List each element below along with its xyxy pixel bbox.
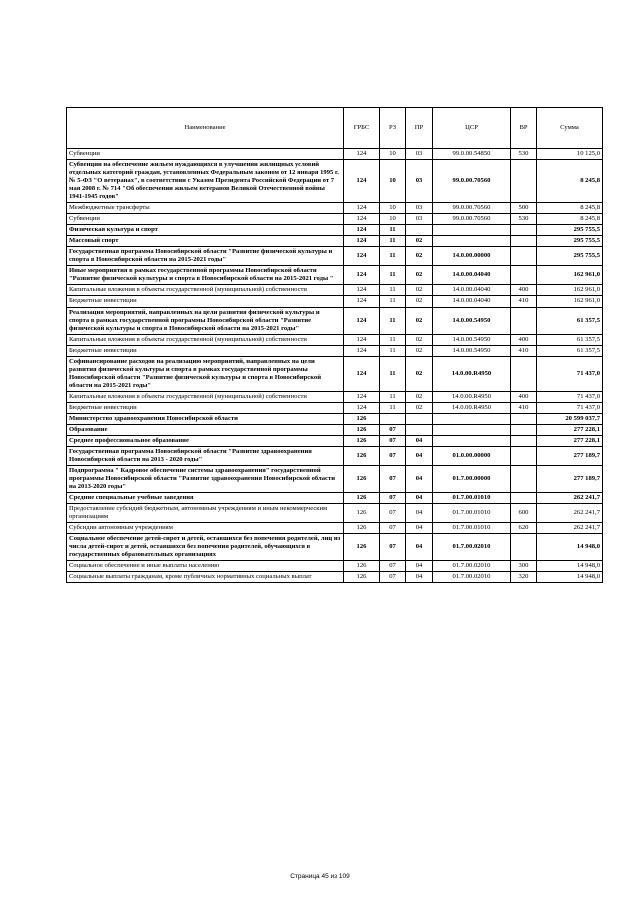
- cell-grbs: 124: [344, 402, 380, 413]
- cell-rz: [380, 413, 406, 424]
- cell-rz: 11: [380, 285, 406, 296]
- cell-name: Средние специальные учебные заведения: [67, 493, 344, 504]
- cell-pr: 02: [406, 296, 433, 307]
- cell-csr: 14.0.00.R4950: [433, 402, 511, 413]
- cell-grbs: 126: [344, 561, 380, 572]
- cell-pr: 04: [406, 534, 433, 561]
- cell-sum: 61 357,5: [537, 334, 603, 345]
- cell-csr: 01.7.00.01010: [433, 523, 511, 534]
- cell-rz: 07: [380, 504, 406, 523]
- cell-csr: [433, 424, 511, 435]
- cell-rz: 10: [380, 214, 406, 225]
- cell-rz: 11: [380, 247, 406, 266]
- cell-vr: [511, 160, 537, 203]
- table-row: [67, 572, 603, 583]
- cell-pr: 03: [406, 160, 433, 203]
- cell-csr: 01.0.00.00000: [433, 446, 511, 465]
- cell-rz: 07: [380, 523, 406, 534]
- cell-csr: 14.0.00.R4950: [433, 391, 511, 402]
- cell-sum: 8 245,8: [537, 214, 603, 225]
- cell-pr: 02: [406, 356, 433, 391]
- cell-name: Реализация мероприятий, направленных на цели развития физической культуры и спорта в рамках государственной программы Новосибирской области "Развитие физической культуры и спорта в Новосибирской области на 2015-2021 годы": [67, 307, 344, 334]
- header-name: Наименование: [67, 108, 344, 149]
- cell-vr: 620: [511, 523, 537, 534]
- cell-vr: 400: [511, 285, 537, 296]
- cell-pr: 03: [406, 149, 433, 160]
- cell-grbs: 124: [344, 356, 380, 391]
- cell-sum: 14 948,0: [537, 534, 603, 561]
- cell-pr: 03: [406, 214, 433, 225]
- table-row: [67, 334, 603, 345]
- table-row: [67, 504, 603, 523]
- cell-pr: [406, 225, 433, 236]
- cell-csr: [433, 435, 511, 446]
- cell-vr: 410: [511, 402, 537, 413]
- cell-pr: 03: [406, 203, 433, 214]
- table-row: [67, 356, 603, 391]
- cell-grbs: 124: [344, 247, 380, 266]
- cell-rz: 07: [380, 435, 406, 446]
- cell-sum: 61 357,5: [537, 307, 603, 334]
- cell-vr: 410: [511, 345, 537, 356]
- cell-sum: 71 437,0: [537, 402, 603, 413]
- cell-grbs: 124: [344, 266, 380, 285]
- cell-vr: [511, 266, 537, 285]
- cell-rz: 07: [380, 466, 406, 493]
- cell-grbs: 124: [344, 214, 380, 225]
- cell-name: Субвенции на обеспечение жильем нуждающихся в улучшении жилищных условий отдельных категорий граждан, установленных Федеральным законом от 12 января 1995 г. № 5-ФЗ "О ветеранах", в соответствии с Указом Президента Российской Федерации от 7 мая 2008 г. № 714 "Об обеспечении жильем ветеранов Великой Отечественной войны 1941-1945 годов": [67, 160, 344, 203]
- cell-rz: 11: [380, 296, 406, 307]
- cell-sum: 61 357,5: [537, 345, 603, 356]
- cell-csr: 01.7.00.01010: [433, 493, 511, 504]
- cell-pr: 02: [406, 236, 433, 247]
- cell-pr: [406, 424, 433, 435]
- cell-csr: 14.0.00.R4950: [433, 356, 511, 391]
- table-row: [67, 160, 603, 203]
- header-vr: ВР: [511, 108, 537, 149]
- cell-vr: [511, 446, 537, 465]
- cell-grbs: 124: [344, 225, 380, 236]
- cell-vr: 600: [511, 504, 537, 523]
- table-row: [67, 266, 603, 285]
- cell-grbs: 126: [344, 435, 380, 446]
- cell-rz: 11: [380, 334, 406, 345]
- cell-pr: 02: [406, 345, 433, 356]
- page-number: Страница 45 из 109: [290, 873, 350, 880]
- cell-vr: 410: [511, 296, 537, 307]
- cell-csr: 14.0.00.54950: [433, 345, 511, 356]
- table-row: [67, 247, 603, 266]
- cell-vr: [511, 307, 537, 334]
- cell-vr: 400: [511, 391, 537, 402]
- cell-pr: 04: [406, 466, 433, 493]
- cell-pr: 02: [406, 391, 433, 402]
- cell-vr: 320: [511, 572, 537, 583]
- cell-vr: [511, 236, 537, 247]
- cell-name: Физическая культура и спорт: [67, 225, 344, 236]
- cell-name: Массовый спорт: [67, 236, 344, 247]
- cell-vr: [511, 247, 537, 266]
- cell-name: Субсидии автономным учреждениям: [67, 523, 344, 534]
- table-row: [67, 435, 603, 446]
- cell-name: Государственная программа Новосибирской области "Развитие здравоохранения Новосибирской области на 2013 - 2020 годы": [67, 446, 344, 465]
- cell-sum: 20 599 037,7: [537, 413, 603, 424]
- cell-csr: 01.7.00.02010: [433, 572, 511, 583]
- cell-csr: [433, 413, 511, 424]
- cell-vr: 530: [511, 214, 537, 225]
- cell-rz: 11: [380, 345, 406, 356]
- cell-grbs: 124: [344, 307, 380, 334]
- table-row: [67, 149, 603, 160]
- table-row: [67, 285, 603, 296]
- budget-table: [66, 107, 603, 583]
- table-row: [67, 296, 603, 307]
- table-row: [67, 345, 603, 356]
- cell-sum: 277 228,1: [537, 435, 603, 446]
- header-rz: РЗ: [380, 108, 406, 149]
- cell-sum: 262 241,7: [537, 504, 603, 523]
- table-row: [67, 225, 603, 236]
- cell-vr: [511, 493, 537, 504]
- cell-name: Министерство здравоохранения Новосибирской области: [67, 413, 344, 424]
- cell-vr: [511, 225, 537, 236]
- cell-rz: 07: [380, 493, 406, 504]
- table-row: [67, 424, 603, 435]
- cell-grbs: 126: [344, 466, 380, 493]
- cell-sum: 262 241,7: [537, 523, 603, 534]
- cell-sum: 277 228,1: [537, 424, 603, 435]
- cell-sum: 162 961,0: [537, 285, 603, 296]
- cell-rz: 07: [380, 534, 406, 561]
- table-row: [67, 391, 603, 402]
- cell-vr: [511, 435, 537, 446]
- table-row: [67, 446, 603, 465]
- cell-pr: 02: [406, 285, 433, 296]
- cell-sum: 71 437,0: [537, 356, 603, 391]
- cell-name: Софинансирование расходов на реализацию мероприятий, направленных на цели развития физической культуры и спорта в рамках государственной программы Новосибирской области "Развитие физической культуры и спорта в Новосибирской области на 2015-2021 годы": [67, 356, 344, 391]
- cell-vr: [511, 356, 537, 391]
- cell-rz: 07: [380, 572, 406, 583]
- cell-grbs: 126: [344, 446, 380, 465]
- cell-name: Субвенции: [67, 214, 344, 225]
- table-row: [67, 402, 603, 413]
- cell-sum: 295 755,5: [537, 236, 603, 247]
- cell-vr: 530: [511, 149, 537, 160]
- cell-name: Капитальные вложения в объекты государственной (муниципальной) собственности: [67, 391, 344, 402]
- cell-csr: 01.7.00.02010: [433, 561, 511, 572]
- cell-name: Бюджетные инвестиции: [67, 345, 344, 356]
- cell-name: Капитальные вложения в объекты государственной (муниципальной) собственности: [67, 334, 344, 345]
- cell-sum: 14 948,0: [537, 561, 603, 572]
- table-row: [67, 203, 603, 214]
- table-row: [67, 466, 603, 493]
- cell-rz: 10: [380, 149, 406, 160]
- cell-csr: 01.7.00.01010: [433, 504, 511, 523]
- cell-vr: [511, 413, 537, 424]
- cell-csr: 14.0.00.04040: [433, 296, 511, 307]
- cell-grbs: 126: [344, 534, 380, 561]
- cell-rz: 11: [380, 225, 406, 236]
- table-row: [67, 523, 603, 534]
- cell-name: Бюджетные инвестиции: [67, 296, 344, 307]
- cell-csr: 14.0.00.00000: [433, 247, 511, 266]
- cell-pr: 04: [406, 572, 433, 583]
- cell-rz: 11: [380, 236, 406, 247]
- cell-sum: 295 755,5: [537, 247, 603, 266]
- cell-vr: [511, 534, 537, 561]
- cell-name: Социальные выплаты гражданам, кроме публичных нормативных социальных выплат: [67, 572, 344, 583]
- cell-pr: 02: [406, 247, 433, 266]
- cell-pr: 02: [406, 307, 433, 334]
- cell-pr: [406, 413, 433, 424]
- cell-sum: 10 125,0: [537, 149, 603, 160]
- cell-pr: 04: [406, 523, 433, 534]
- cell-csr: 99.0.00.70560: [433, 214, 511, 225]
- cell-name: Капитальные вложения в объекты государственной (муниципальной) собственности: [67, 285, 344, 296]
- cell-vr: 400: [511, 334, 537, 345]
- cell-csr: [433, 225, 511, 236]
- cell-sum: 277 189,7: [537, 446, 603, 465]
- cell-csr: 01.7.00.02010: [433, 534, 511, 561]
- cell-grbs: 124: [344, 149, 380, 160]
- cell-name: Иные мероприятия в рамках государственной программы Новосибирской области "Развитие физической культуры и спорта в Новосибирской области на 2015-2021 годы ": [67, 266, 344, 285]
- cell-name: Субвенции: [67, 149, 344, 160]
- cell-rz: 07: [380, 446, 406, 465]
- cell-rz: 11: [380, 356, 406, 391]
- cell-grbs: 124: [344, 285, 380, 296]
- cell-pr: 04: [406, 435, 433, 446]
- cell-name: Образование: [67, 424, 344, 435]
- table-row: [67, 413, 603, 424]
- cell-rz: 11: [380, 391, 406, 402]
- cell-rz: 10: [380, 160, 406, 203]
- cell-sum: 14 948,0: [537, 572, 603, 583]
- table-header-row: [67, 108, 603, 149]
- cell-csr: 14.0.00.54950: [433, 334, 511, 345]
- cell-csr: 01.7.00.00000: [433, 466, 511, 493]
- cell-sum: 162 961,0: [537, 296, 603, 307]
- cell-sum: 71 437,0: [537, 391, 603, 402]
- cell-name: Бюджетные инвестиции: [67, 402, 344, 413]
- table-body: [67, 149, 603, 583]
- header-grbs: ГРБС: [344, 108, 380, 149]
- cell-pr: 04: [406, 446, 433, 465]
- cell-pr: 04: [406, 504, 433, 523]
- cell-csr: 14.0.00.04040: [433, 266, 511, 285]
- cell-grbs: 126: [344, 424, 380, 435]
- cell-sum: 8 245,8: [537, 203, 603, 214]
- cell-grbs: 124: [344, 345, 380, 356]
- cell-pr: 04: [406, 561, 433, 572]
- cell-pr: 04: [406, 493, 433, 504]
- cell-rz: 07: [380, 424, 406, 435]
- cell-vr: 500: [511, 203, 537, 214]
- cell-csr: 14.0.00.04040: [433, 285, 511, 296]
- cell-grbs: 124: [344, 334, 380, 345]
- cell-grbs: 126: [344, 523, 380, 534]
- cell-pr: 02: [406, 266, 433, 285]
- cell-rz: 11: [380, 402, 406, 413]
- cell-name: Социальное обеспечение детей-сирот и детей, оставшихся без попечения родителей, лиц из числа детей-сирот и детей, оставшихся без попечения родителей, обучающихся в государственных образовательных организациях: [67, 534, 344, 561]
- table-row: [67, 493, 603, 504]
- cell-name: Социальное обеспечение и иные выплаты населению: [67, 561, 344, 572]
- cell-grbs: 126: [344, 572, 380, 583]
- cell-csr: [433, 236, 511, 247]
- cell-vr: [511, 466, 537, 493]
- cell-vr: [511, 424, 537, 435]
- cell-name: Подпрограмма " Кадровое обеспечение системы здравоохранения" государственной программы Новосибирской области "Развитие здравоохранения Новосибирской области на 2013-2020 годы": [67, 466, 344, 493]
- header-sum: Сумма: [537, 108, 603, 149]
- cell-grbs: 124: [344, 236, 380, 247]
- cell-name: Межбюджетные трансферты: [67, 203, 344, 214]
- table-row: [67, 561, 603, 572]
- cell-sum: 162 961,0: [537, 266, 603, 285]
- cell-rz: 07: [380, 561, 406, 572]
- table-row: [67, 534, 603, 561]
- cell-grbs: 126: [344, 413, 380, 424]
- cell-name: Предоставление субсидий бюджетным, автономным учреждениям и иным некоммерческим организациям: [67, 504, 344, 523]
- cell-grbs: 124: [344, 160, 380, 203]
- cell-csr: 99.0.00.70560: [433, 160, 511, 203]
- cell-grbs: 124: [344, 391, 380, 402]
- cell-vr: 300: [511, 561, 537, 572]
- cell-csr: 99.0.00.54850: [433, 149, 511, 160]
- table-row: [67, 307, 603, 334]
- cell-grbs: 126: [344, 504, 380, 523]
- cell-rz: 11: [380, 266, 406, 285]
- cell-pr: 02: [406, 334, 433, 345]
- cell-name: Среднее профессиональное образование: [67, 435, 344, 446]
- table-row: [67, 236, 603, 247]
- header-pr: ПР: [406, 108, 433, 149]
- cell-sum: 295 755,5: [537, 225, 603, 236]
- cell-name: Государственная программа Новосибирской области "Развитие физической культуры и спорта в Новосибирской области на 2015-2021 годы": [67, 247, 344, 266]
- cell-csr: 99.0.00.70560: [433, 203, 511, 214]
- cell-csr: 14.0.00.54950: [433, 307, 511, 334]
- cell-sum: 8 245,8: [537, 160, 603, 203]
- cell-rz: 10: [380, 203, 406, 214]
- cell-rz: 11: [380, 307, 406, 334]
- table-row: [67, 214, 603, 225]
- header-csr: ЦСР: [433, 108, 511, 149]
- cell-grbs: 124: [344, 203, 380, 214]
- cell-grbs: 124: [344, 296, 380, 307]
- cell-grbs: 126: [344, 493, 380, 504]
- cell-sum: 262 241,7: [537, 493, 603, 504]
- cell-pr: 02: [406, 402, 433, 413]
- cell-sum: 277 189,7: [537, 466, 603, 493]
